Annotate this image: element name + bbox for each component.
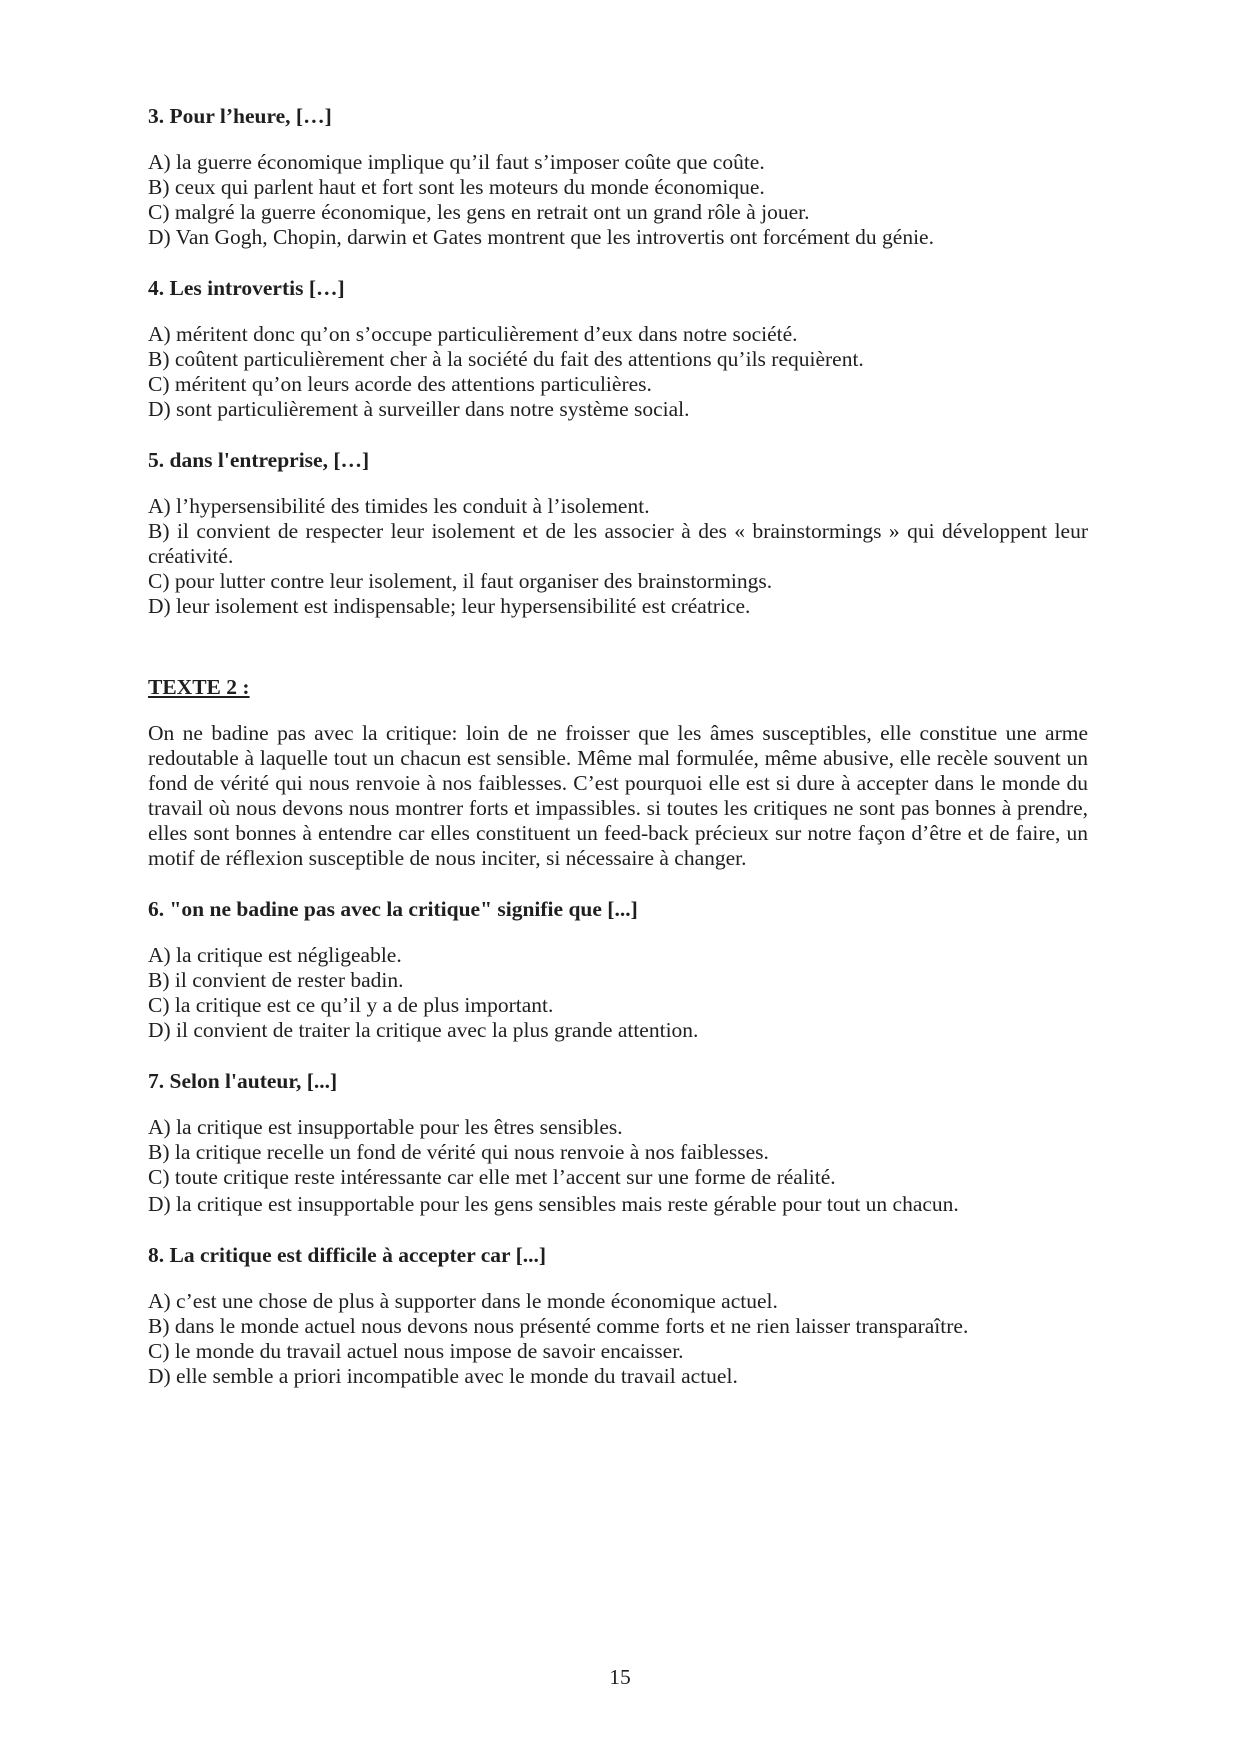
question-6 [148, 897, 1088, 1069]
option-c: C) méritent qu’on leurs acorde des attentions particulières. [148, 372, 652, 396]
option-a: A) la critique est insupportable pour les êtres sensibles. [148, 1115, 623, 1139]
question-title: 8. La critique est difficile à accepter car [...] [148, 1243, 547, 1267]
option-b: B) coûtent particulièrement cher à la société du fait des attentions qu’ils requièrent. [148, 347, 864, 371]
option-b: B) ceux qui parlent haut et fort sont les moteurs du monde économique. [148, 175, 765, 199]
text-2-section [148, 675, 1088, 871]
option-d: D) elle semble a priori incompatible avec le monde du travail actuel. [148, 1364, 738, 1388]
option-d: D) sont particulièrement à surveiller dans notre système social. [148, 397, 690, 421]
text-2-passage: On ne badine pas avec la critique: loin de ne froisser que les âmes susceptibles, elle constitue une arme redoutable à laquelle tout un chacun est sensible. Même mal formulée, même abusive, elle recèle souvent un fond de vérité qui nous renvoie à nos faiblesses. C’est pourquoi elle est si dure à accepter dans le monde du travail où nous devons nous montrer forts et impassibles. si toutes les critiques ne sont pas bonnes à prendre, elles sont bonnes à entendre car elles constituent un feed-back précieux sur notre façon d’être et de faire, un motif de réflexion susceptible de nous inciter, si nécessaire à changer. [148, 721, 1088, 870]
option-a: A) la critique est négligeable. [148, 943, 402, 967]
option-d: D) il convient de traiter la critique avec la plus grande attention. [148, 1018, 699, 1042]
question-8 [148, 1243, 1088, 1389]
option-c: C) pour lutter contre leur isolement, il faut organiser des brainstormings. [148, 569, 773, 593]
question-title: 7. Selon l'auteur, [...] [148, 1069, 338, 1093]
option-b: B) il convient de rester badin. [148, 968, 404, 992]
question-4 [148, 276, 1088, 448]
option-a: A) méritent donc qu’on s’occupe particulièrement d’eux dans notre société. [148, 322, 798, 346]
question-title: 3. Pour l’heure, […] [148, 104, 332, 128]
question-title: 4. Les introvertis […] [148, 276, 345, 300]
document-page [148, 104, 1088, 1389]
option-b: B) dans le monde actuel nous devons nous présenté comme forts et ne rien laisser transparaître. [148, 1314, 969, 1338]
option-a: A) la guerre économique implique qu’il faut s’imposer coûte que coûte. [148, 150, 765, 174]
question-title: 6. "on ne badine pas avec la critique" signifie que [...] [148, 897, 638, 921]
question-7 [148, 1069, 1088, 1243]
option-b: B) il convient de respecter leur isolement et de les associer à des « brainstormings » qui développent leur créativité. [148, 519, 1088, 568]
option-d: D) leur isolement est indispensable; leur hypersensibilité est créatrice. [148, 594, 751, 618]
option-a: A) c’est une chose de plus à supporter dans le monde économique actuel. [148, 1289, 778, 1313]
question-title: 5. dans l'entreprise, […] [148, 448, 370, 472]
option-c: C) toute critique reste intéressante car elle met l’accent sur une forme de réalité. [148, 1165, 836, 1189]
option-a: A) l’hypersensibilité des timides les conduit à l’isolement. [148, 494, 650, 518]
text-2-heading: TEXTE 2 : [148, 675, 250, 699]
option-b: B) la critique recelle un fond de vérité qui nous renvoie à nos faiblesses. [148, 1140, 769, 1164]
question-5 [148, 448, 1088, 675]
page-number: 15 [609, 1665, 631, 1689]
option-c: C) le monde du travail actuel nous impose de savoir encaisser. [148, 1339, 684, 1363]
option-c: C) la critique est ce qu’il y a de plus important. [148, 993, 554, 1017]
option-c: C) malgré la guerre économique, les gens en retrait ont un grand rôle à jouer. [148, 200, 810, 224]
option-d: D) la critique est insupportable pour les gens sensibles mais reste gérable pour tout un chacun. [148, 1192, 959, 1216]
question-3 [148, 104, 1088, 276]
option-d: D) Van Gogh, Chopin, darwin et Gates montrent que les introvertis ont forcément du génie. [148, 225, 934, 249]
